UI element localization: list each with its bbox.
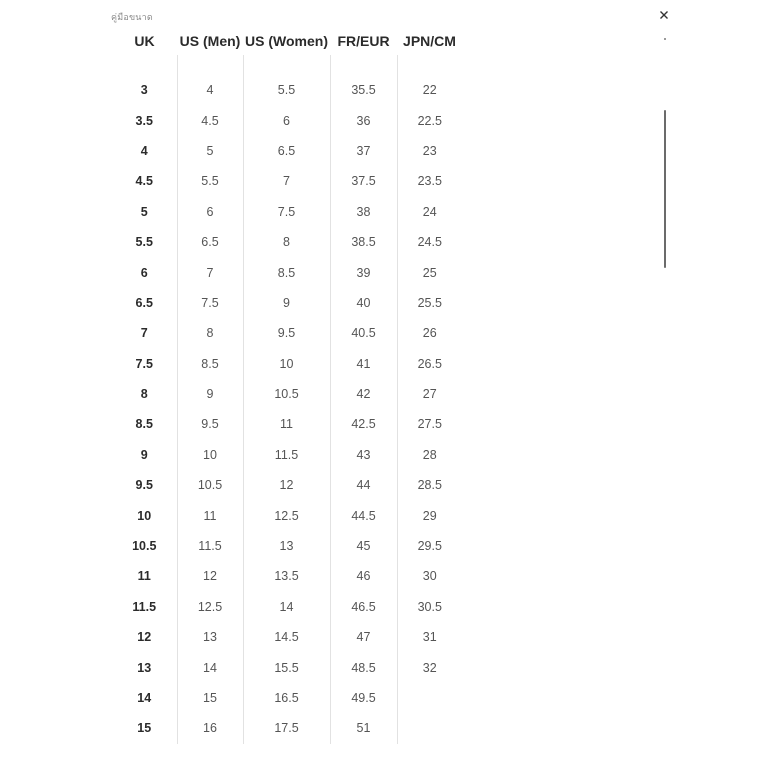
table-row	[112, 136, 462, 166]
table-row	[112, 440, 462, 470]
cell-fr-eur: 45	[330, 531, 397, 561]
cell-uk: 3.5	[135, 113, 153, 128]
cell-fr-eur: 46	[330, 561, 397, 591]
cell-us-women: 12	[243, 470, 330, 500]
cell-uk: 7.5	[135, 356, 153, 371]
cell-us-women: 10.5	[243, 379, 330, 409]
cell-uk: 9	[140, 447, 148, 462]
scrollbar-arrow-up[interactable]	[664, 38, 666, 40]
cell-jpn-cm: 25.5	[397, 288, 462, 318]
cell-fr-eur: 38	[330, 197, 397, 227]
column-header-fr-eur: FR/EUR	[337, 33, 390, 49]
cell-us-men: 6	[177, 197, 243, 227]
cell-fr-eur: 35.5	[330, 75, 397, 105]
cell-uk: 8.5	[135, 417, 153, 432]
table-row	[112, 105, 462, 135]
cell-jpn-cm: 31	[397, 622, 462, 652]
cell-us-men: 9	[177, 379, 243, 409]
cell-fr-eur: 37	[330, 136, 397, 166]
cell-us-women: 13.5	[243, 561, 330, 591]
cell-jpn-cm: 28	[397, 440, 462, 470]
cell-us-women: 7	[243, 166, 330, 196]
cell-uk: 12	[137, 630, 152, 645]
cell-uk: 6	[140, 265, 148, 280]
cell-uk: 8	[140, 387, 148, 402]
cell-jpn-cm: 23	[397, 136, 462, 166]
table-row	[112, 409, 462, 439]
table-row	[112, 166, 462, 196]
cell-fr-eur: 44	[330, 470, 397, 500]
cell-jpn-cm: 30	[397, 561, 462, 591]
cell-fr-eur: 42	[330, 379, 397, 409]
cell-us-women: 15.5	[243, 652, 330, 682]
cell-us-men: 8.5	[177, 349, 243, 379]
table-row	[112, 379, 462, 409]
table-row	[112, 227, 462, 257]
cell-us-women: 14.5	[243, 622, 330, 652]
cell-uk: 10.5	[132, 539, 157, 554]
table-row	[112, 652, 462, 682]
cell-us-women: 17.5	[243, 713, 330, 743]
cell-us-women: 6	[243, 105, 330, 135]
cell-fr-eur: 48.5	[330, 652, 397, 682]
cell-uk: 3	[140, 83, 148, 98]
cell-uk: 14	[137, 691, 152, 705]
cell-uk: 5	[140, 204, 148, 219]
cell-us-men: 8	[177, 318, 243, 348]
cell-uk: 9.5	[135, 478, 153, 493]
table-row	[112, 713, 462, 743]
cell-fr-eur: 37.5	[330, 166, 397, 196]
table-row	[112, 470, 462, 500]
cell-jpn-cm	[397, 713, 462, 743]
cell-us-women: 11.5	[243, 440, 330, 470]
cell-us-men: 5	[177, 136, 243, 166]
cell-us-men: 11.5	[177, 531, 243, 561]
cell-us-men: 12.5	[177, 592, 243, 622]
cell-us-women: 11	[243, 409, 330, 439]
cell-us-men: 10	[177, 440, 243, 470]
table-row	[112, 683, 462, 713]
table-row	[112, 197, 462, 227]
cell-fr-eur: 43	[330, 440, 397, 470]
cell-uk: 11	[137, 569, 151, 584]
cell-us-women: 16.5	[243, 683, 330, 713]
size-guide-title: คู่มือขนาด	[111, 12, 153, 22]
cell-us-men: 6.5	[177, 227, 243, 257]
table-row	[112, 349, 462, 379]
cell-jpn-cm: 23.5	[397, 166, 462, 196]
table-spacer-row	[112, 55, 462, 75]
cell-uk: 10	[137, 508, 152, 523]
cell-jpn-cm: 29	[397, 500, 462, 530]
cell-jpn-cm	[397, 683, 462, 713]
cell-us-men: 13	[177, 622, 243, 652]
cell-us-women: 8.5	[243, 257, 330, 287]
cell-us-women: 6.5	[243, 136, 330, 166]
cell-uk: 4.5	[135, 174, 153, 189]
cell-jpn-cm: 24.5	[397, 227, 462, 257]
size-table	[112, 27, 462, 744]
cell-uk: 4	[140, 143, 148, 158]
cell-fr-eur: 36	[330, 105, 397, 135]
cell-jpn-cm: 25	[397, 257, 462, 287]
cell-us-men: 4.5	[177, 105, 243, 135]
cell-fr-eur: 40.5	[330, 318, 397, 348]
cell-jpn-cm: 30.5	[397, 592, 462, 622]
cell-us-men: 7	[177, 257, 243, 287]
cell-fr-eur: 51	[330, 713, 397, 743]
cell-jpn-cm: 28.5	[397, 470, 462, 500]
cell-us-men: 7.5	[177, 288, 243, 318]
table-row	[112, 592, 462, 622]
cell-fr-eur: 47	[330, 622, 397, 652]
cell-jpn-cm: 24	[397, 197, 462, 227]
cell-uk: 6.5	[135, 295, 153, 310]
cell-us-women: 5.5	[243, 75, 330, 105]
cell-us-women: 10	[243, 349, 330, 379]
cell-uk: 13	[137, 660, 152, 675]
table-row	[112, 500, 462, 530]
cell-us-women: 8	[243, 227, 330, 257]
cell-jpn-cm: 22.5	[397, 105, 462, 135]
table-row	[112, 318, 462, 348]
cell-uk: 5.5	[135, 235, 153, 250]
cell-us-women: 14	[243, 592, 330, 622]
cell-fr-eur: 44.5	[330, 500, 397, 530]
cell-us-women: 13	[243, 531, 330, 561]
cell-us-women: 7.5	[243, 197, 330, 227]
cell-us-men: 16	[177, 713, 243, 743]
table-row	[112, 531, 462, 561]
table-row	[112, 561, 462, 591]
table-header-row	[112, 27, 462, 55]
cell-us-men: 5.5	[177, 166, 243, 196]
column-header-us-women: US (Women)	[245, 33, 328, 49]
cell-us-women: 12.5	[243, 500, 330, 530]
cell-fr-eur: 41	[330, 349, 397, 379]
cell-us-women: 9	[243, 288, 330, 318]
close-icon	[659, 10, 669, 20]
table-row	[112, 288, 462, 318]
column-header-uk: UK	[134, 33, 155, 49]
cell-jpn-cm: 26	[397, 318, 462, 348]
table-row	[112, 257, 462, 287]
cell-jpn-cm: 29.5	[397, 531, 462, 561]
cell-uk: 7	[140, 326, 148, 341]
cell-jpn-cm: 27	[397, 379, 462, 409]
cell-us-men: 10.5	[177, 470, 243, 500]
cell-us-women: 9.5	[243, 318, 330, 348]
cell-jpn-cm: 26.5	[397, 349, 462, 379]
column-header-jpn-cm: JPN/CM	[403, 33, 456, 49]
cell-fr-eur: 39	[330, 257, 397, 287]
cell-us-men: 12	[177, 561, 243, 591]
table-row	[112, 622, 462, 652]
column-header-us-men: US (Men)	[179, 33, 241, 49]
cell-us-men: 15	[177, 683, 243, 713]
cell-uk: 15	[137, 721, 152, 736]
cell-us-men: 11	[177, 500, 243, 530]
table-row	[112, 75, 462, 105]
cell-us-men: 4	[177, 75, 243, 105]
cell-jpn-cm: 22	[397, 75, 462, 105]
scrollbar-thumb[interactable]	[664, 110, 666, 268]
close-button[interactable]	[655, 6, 673, 24]
cell-jpn-cm: 27.5	[397, 409, 462, 439]
cell-fr-eur: 42.5	[330, 409, 397, 439]
cell-jpn-cm: 32	[397, 652, 462, 682]
cell-fr-eur: 49.5	[330, 683, 397, 713]
cell-fr-eur: 46.5	[330, 592, 397, 622]
cell-uk: 11.5	[132, 599, 157, 614]
cell-us-men: 14	[177, 652, 243, 682]
cell-us-men: 9.5	[177, 409, 243, 439]
cell-fr-eur: 40	[330, 288, 397, 318]
cell-fr-eur: 38.5	[330, 227, 397, 257]
